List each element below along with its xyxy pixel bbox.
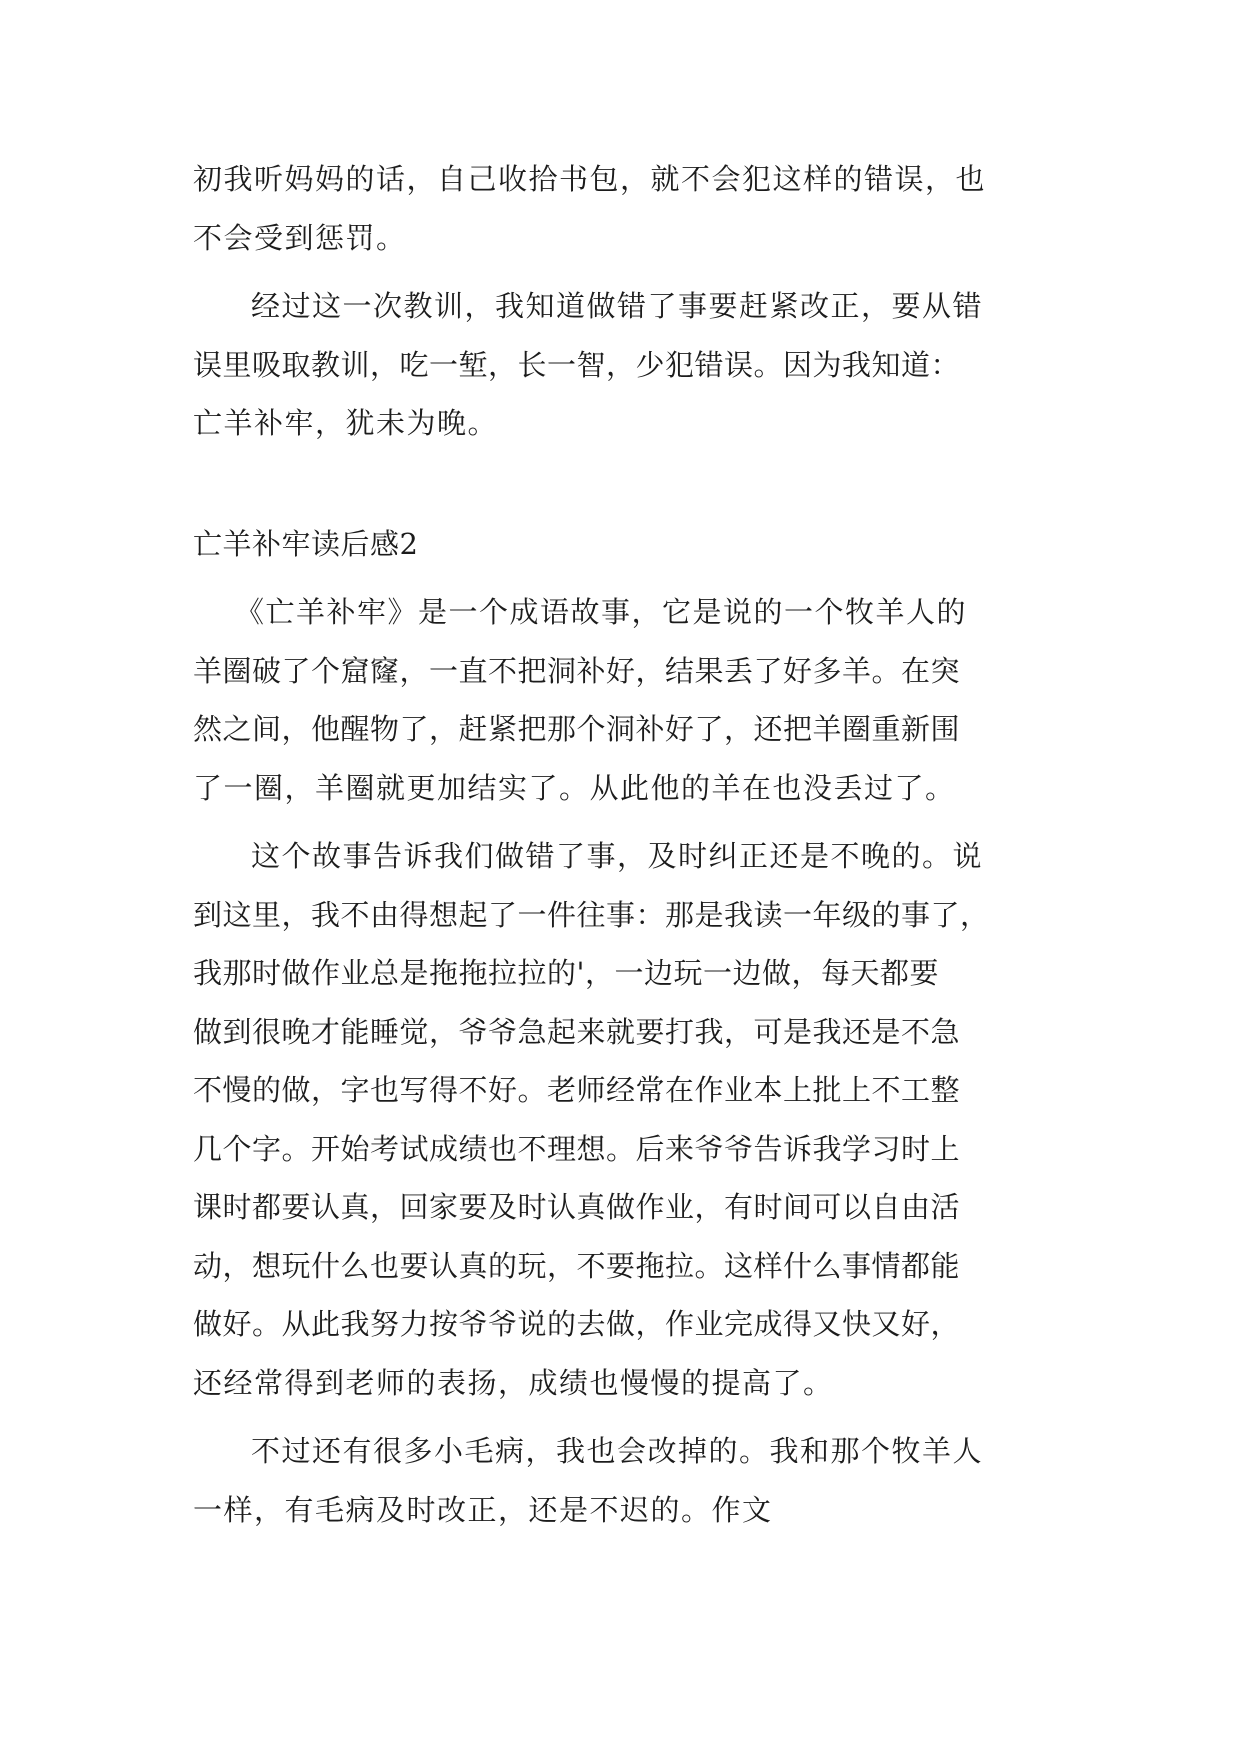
text-line: 《亡羊补牢》是一个成语故事，它是说的一个牧羊人的 bbox=[235, 595, 968, 629]
document-page bbox=[193, 150, 1078, 1549]
paragraph-1 bbox=[193, 150, 1078, 267]
paragraph-5 bbox=[193, 1422, 1078, 1539]
text-line: 不过还有很多小毛病，我也会改掉的。我和那个牧羊人 bbox=[251, 1434, 984, 1468]
text-line: 几个字。开始考试成绩也不理想。后来爷爷告诉我学习时上 bbox=[193, 1131, 961, 1166]
text-line: 动，想玩什么也要认真的玩，不要拖拉。这样什么事情都能 bbox=[193, 1248, 961, 1283]
paragraph-4 bbox=[193, 827, 1078, 1412]
text-line: 还经常得到老师的表扬，成绩也慢慢的提高了。 bbox=[193, 1365, 834, 1400]
text-line: 然之间，他醒物了，赶紧把那个洞补好了，还把羊圈重新围 bbox=[193, 712, 961, 746]
text-line: 不慢的做，字也写得不好。老师经常在作业本上批上不工整 bbox=[193, 1073, 961, 1107]
text-line: 我那时做作业总是拖拖拉拉的'，一边玩一边做，每天都要 bbox=[193, 956, 939, 990]
section-heading: 亡羊补牢读后感2 bbox=[193, 526, 419, 561]
text-line: 做好。从此我努力按爷爷说的去做，作业完成得又快又好， bbox=[193, 1307, 961, 1341]
text-line: 了一圈，羊圈就更加结实了。从此他的羊在也没丢过了。 bbox=[193, 770, 956, 805]
text-line: 一样，有毛病及时改正，还是不迟的。作文 bbox=[193, 1492, 773, 1527]
text-line: 到这里，我不由得想起了一件往事：那是我读一年级的事了， bbox=[193, 897, 990, 932]
text-line: 课时都要认真，回家要及时认真做作业，有时间可以自由活 bbox=[193, 1190, 961, 1224]
text-line: 经过这一次教训，我知道做错了事要赶紧改正，要从错 bbox=[251, 289, 984, 323]
text-line: 亡羊补牢，犹未为晚。 bbox=[193, 406, 499, 440]
text-line: 这个故事告诉我们做错了事，及时纠正还是不晚的。说 bbox=[251, 839, 984, 873]
text-line: 误里吸取教训，吃一堑，长一智，少犯错误。因为我知道： bbox=[193, 347, 961, 382]
paragraph-3 bbox=[193, 583, 1078, 817]
text-line: 羊圈破了个窟窿，一直不把洞补好，结果丢了好多羊。在突 bbox=[193, 653, 961, 688]
paragraph-2 bbox=[193, 277, 1078, 453]
text-line: 不会受到惩罚。 bbox=[193, 220, 407, 255]
text-line: 做到很晚才能睡觉，爷爷急起来就要打我，可是我还是不急 bbox=[193, 1014, 961, 1049]
text-line: 初我听妈妈的话，自己收拾书包，就不会犯这样的错误，也 bbox=[193, 162, 987, 196]
